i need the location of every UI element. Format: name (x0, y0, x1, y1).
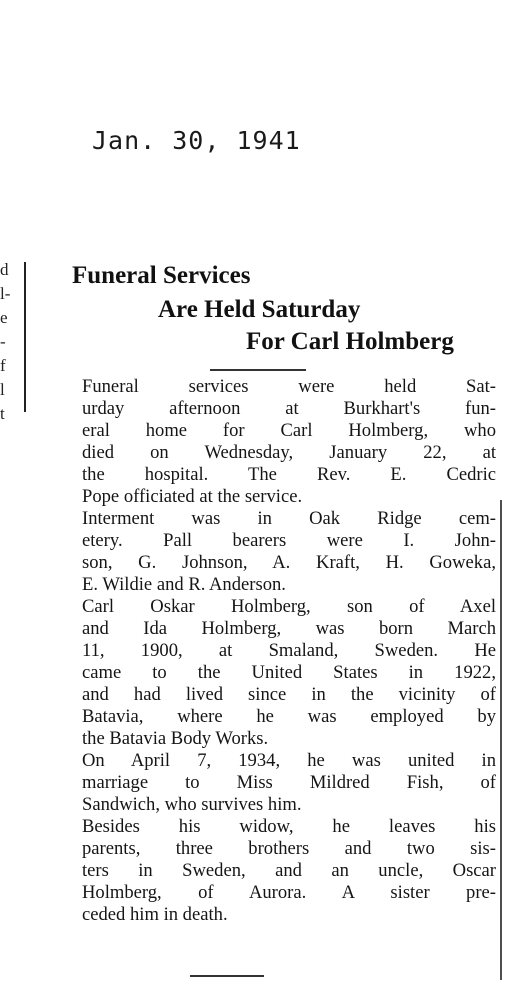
article-line: came to the United States in 1922, (82, 662, 496, 683)
fragment: e (0, 308, 8, 327)
article-line: 11, 1900, at Smaland, Sweden. He (82, 640, 496, 661)
fragment: l (0, 380, 5, 399)
article-line: Carl Oskar Holmberg, son of Axel (82, 596, 496, 617)
article-line: Sandwich, who survives him. (82, 794, 302, 815)
fragment: d (0, 260, 9, 279)
headline-line-1: Funeral Services (72, 262, 251, 289)
article-paragraph (82, 376, 496, 508)
article-line: E. Wildie and R. Anderson. (82, 574, 286, 595)
column-rule-right (500, 500, 502, 980)
article-line: Pope officiated at the service. (82, 486, 303, 507)
fragment: - (0, 332, 6, 351)
adjacent-column-fragments (0, 258, 16, 426)
article-line: and had lived since in the vicinity of (82, 684, 496, 705)
article-paragraph (82, 596, 496, 750)
article-line: urday afternoon at Burkhart's fun- (82, 398, 496, 419)
headline-divider (210, 369, 306, 371)
fragment: l- (0, 284, 11, 303)
headline-line-2: Are Held Saturday (158, 296, 361, 323)
article-line: Batavia, where he was employed by (82, 706, 496, 727)
fragment: t (0, 404, 5, 423)
article-line: died on Wednesday, January 22, at (82, 442, 496, 463)
article-paragraph (82, 750, 496, 816)
article-paragraph (82, 508, 496, 596)
article-line: etery. Pall bearers were I. John- (82, 530, 496, 551)
article-paragraph (82, 816, 496, 926)
article-line: ters in Sweden, and an uncle, Oscar (82, 860, 496, 881)
article-line: Holmberg, of Aurora. A sister pre- (82, 882, 496, 903)
article-line: marriage to Miss Mildred Fish, of (82, 772, 496, 793)
article-line: the hospital. The Rev. E. Cedric (82, 464, 496, 485)
fragment: f (0, 356, 6, 375)
article-line: ceded him in death. (82, 904, 228, 925)
end-rule (190, 975, 264, 977)
article-line: On April 7, 1934, he was united in (82, 750, 496, 771)
article-line: parents, three brothers and two sis- (82, 838, 496, 859)
article-line: Interment was in Oak Ridge cem- (82, 508, 496, 529)
column-rule-left (24, 262, 26, 412)
article-line: Funeral services were held Sat- (82, 376, 496, 397)
article-line: Besides his widow, he leaves his (82, 816, 496, 837)
article-line: son, G. Johnson, A. Kraft, H. Goweka, (82, 552, 496, 573)
headline-line-3: For Carl Holmberg (246, 328, 454, 355)
article-line: and Ida Holmberg, was born March (82, 618, 496, 639)
clipping-date: Jan. 30, 1941 (92, 126, 301, 155)
article-line: the Batavia Body Works. (82, 728, 269, 749)
article-line: eral home for Carl Holmberg, who (82, 420, 496, 441)
article-body (82, 376, 496, 926)
